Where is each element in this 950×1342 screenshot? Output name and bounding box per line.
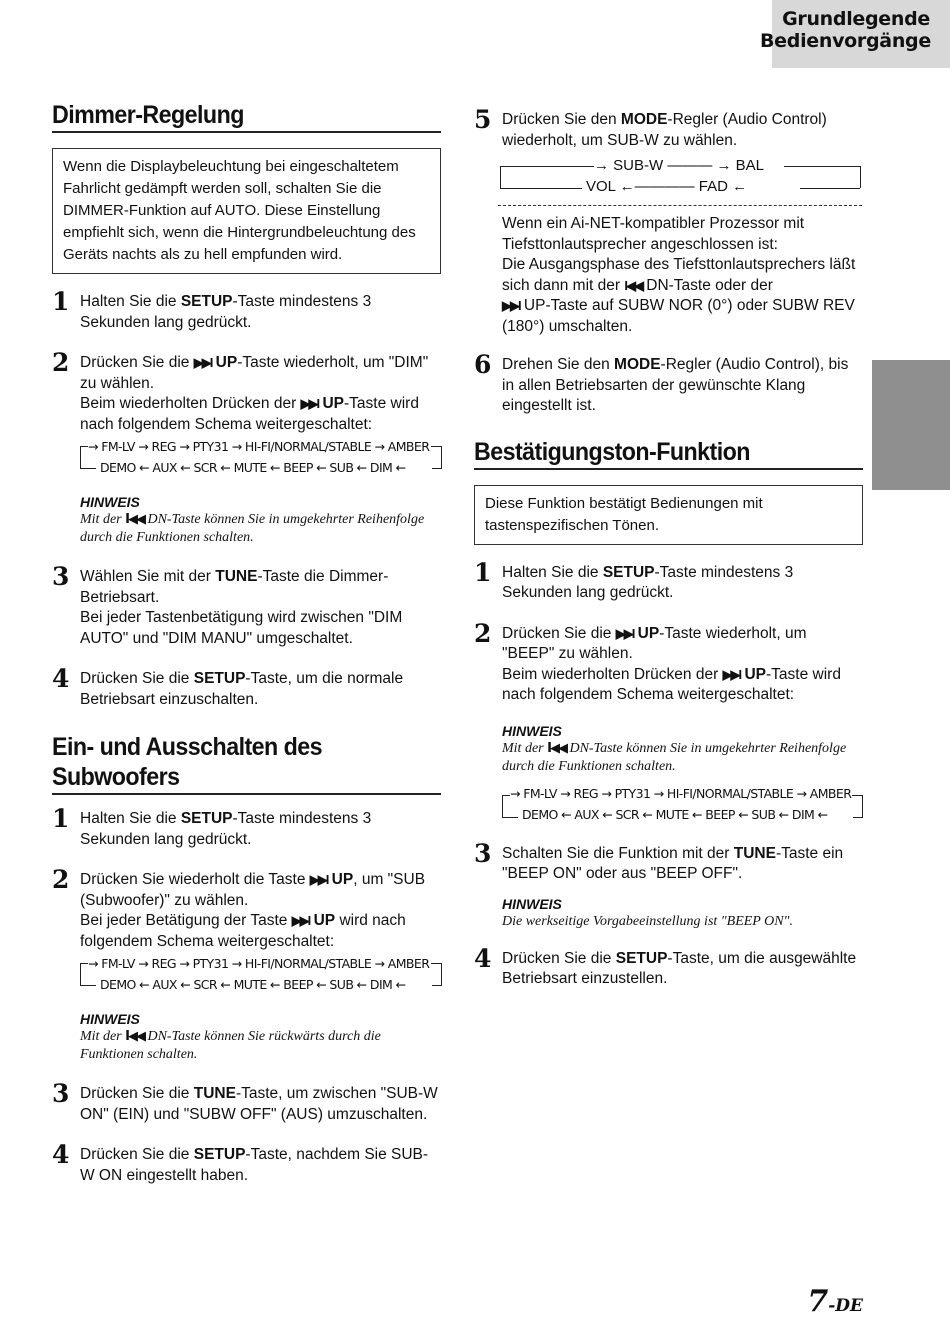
- sub-step-6: 6 Drehen Sie den MODE-Regler (Audio Control), bis in allen Betriebsarten der gewünschte Klang eingestellt ist.: [474, 350, 849, 414]
- beep-intro-box: Diese Funktion bestätigt Bedienungen mit tastenspezifischen Tönen.: [474, 485, 863, 545]
- next-track-icon: ▶▶I: [291, 913, 310, 928]
- beep-step-2: 2 Drücken Sie die ▶▶I UP-Taste wiederholt, um "BEEP" zu wählen. Beim wiederholten Drücken der ▶▶I UP-Taste wird nach folgendem Schema weitergeschaltet:: [474, 618, 841, 703]
- next-track-icon: ▶▶I: [502, 298, 520, 313]
- sub-step-5: 5 Drücken Sie den MODE-Regler (Audio Control) wiederholt, um SUB-W zu wählen.: [474, 105, 827, 149]
- subwoofer-heading: Ein- und Ausschalten des Subwoofers: [52, 732, 441, 795]
- right-column: [474, 105, 863, 990]
- dimmer-step-2: 2 Drücken Sie die ▶▶I UP-Taste wiederholt, um "DIM" zu wählen. Beim wiederholten Drücken der ▶▶I UP-Taste wird nach folgendem Schema weitergeschaltet: → FM-LV → REG → PTY31 → HI-FI/NORMAL/STABLE → AMBER DEMO ← AUX ← SCR ← MUTE ← BEEP ← SUB ← DIM ←: [52, 353, 441, 477]
- next-track-icon: ▶▶I: [300, 396, 319, 411]
- ainet-info: Wenn ein Ai-NET-kompatibler Prozessor mit Tiefsttonlautsprecher angeschlossen ist: Die Ausgangsphase des Tiefsttonlautsprechers läßt sich dann mit der I◀◀ DN-Taste oder der ▶▶I UP-Taste auf SUBW NOR (0°) oder SUBW REV (180°) umschalten.: [502, 215, 856, 335]
- sub-step-4: 4 Drücken Sie die SETUP-Taste, nachdem Sie SUB-W ON eingestellt haben.: [52, 1140, 429, 1184]
- dimmer-note: HINWEIS Mit der I◀◀ DN-Taste können Sie in umgekehrter Reihenfolge durch die Funktionen schalten.: [80, 494, 425, 545]
- section-header-title: Grundlegende Bedienvorgänge: [760, 8, 931, 52]
- page-number: 7-DE: [807, 1284, 863, 1319]
- beep-step-4: 4 Drücken Sie die SETUP-Taste, um die ausgewählte Betriebsart einzustellen.: [474, 943, 857, 987]
- dashed-divider: [498, 205, 862, 206]
- next-track-icon: ▶▶I: [193, 355, 212, 370]
- next-track-icon: ▶▶I: [309, 872, 328, 887]
- sub-step-1: 1 Halten Sie die SETUP-Taste mindestens 3 Sekunden lang gedrückt.: [52, 804, 372, 848]
- prev-track-icon: I◀◀: [624, 277, 642, 293]
- beep-step-3: 3 Schalten Sie die Funktion mit der TUNE-Taste ein "BEEP ON" oder aus "BEEP OFF".: [474, 838, 844, 882]
- beep-note-2: HINWEIS Die werkseitige Vorgabeeinstellung ist "BEEP ON".: [502, 895, 793, 929]
- mode-sequence-diagram: → SUB-W ——— → BAL VOL ←———— FAD ←: [500, 157, 860, 197]
- dimmer-intro-box: Wenn die Displaybeleuchtung bei eingeschaltetem Fahrlicht gedämpft werden soll, schalten Sie die DIMMER-Funktion auf AUTO. Diese Einstellung empfiehlt sich, wenn die Hintergrundbeleuchtung des Geräts nachts als zu hell empfunden wird.: [52, 148, 441, 274]
- dimmer-sequence-diagram: → FM-LV → REG → PTY31 → HI-FI/NORMAL/STABLE → AMBER DEMO ← AUX ← SCR ← MUTE ← BEEP ← SUB ← DIM ←: [80, 437, 442, 477]
- dimmer-heading: Dimmer-Regelung: [52, 100, 441, 133]
- sub-step-3: 3 Drücken Sie die TUNE-Taste, um zwischen "SUB-W ON" (EIN) und "SUBW OFF" (AUS) umzuschalten.: [52, 1079, 438, 1123]
- prev-track-icon: I◀◀: [547, 740, 566, 756]
- next-track-icon: ▶▶I: [722, 666, 741, 682]
- beep-sequence-diagram: → FM-LV → REG → PTY31 → HI-FI/NORMAL/STABLE → AMBER DEMO ← AUX ← SCR ← MUTE ← BEEP ← SUB ← DIM ←: [502, 786, 862, 826]
- left-column: [52, 100, 441, 1186]
- dimmer-step-3: 3 Wählen Sie mit der TUNE-Taste die Dimmer-Betriebsart. Bei jeder Tastenbetätigung wird zwischen "DIM AUTO" und "DIM MANU" umgeschaltet.: [52, 562, 403, 647]
- beep-note: HINWEIS Mit der I◀◀ DN-Taste können Sie in umgekehrter Reihenfolge durch die Funktionen schalten.: [502, 722, 847, 774]
- beep-step-1: 1 Halten Sie die SETUP-Taste mindestens 3 Sekunden lang gedrückt.: [474, 557, 794, 601]
- dimmer-step-4: 4 Drücken Sie die SETUP-Taste, um die normale Betriebsart einzuschalten.: [52, 664, 404, 708]
- side-tab-marker: [872, 360, 950, 490]
- prev-track-icon: I◀◀: [125, 1029, 144, 1044]
- sub-step-2: 2 Drücken Sie wiederholt die Taste ▶▶I UP, um "SUB (Subwoofer)" zu wählen. Bei jeder Betätigung der Taste ▶▶I UP wird nach folgendem Schema weitergeschaltet: → FM-LV → REG → PTY31 → HI-FI/NORMAL/STABLE → AMBER DEMO ← AUX ← SCR ← MUTE ← BEEP ← SUB ← DIM ←: [52, 870, 441, 994]
- next-track-icon: ▶▶I: [615, 625, 634, 641]
- beep-heading: Bestätigungston-Funktion: [474, 437, 863, 470]
- sub-sequence-diagram: → FM-LV → REG → PTY31 → HI-FI/NORMAL/STABLE → AMBER DEMO ← AUX ← SCR ← MUTE ← BEEP ← SUB ← DIM ←: [80, 954, 442, 994]
- dimmer-step-1: 1 Halten Sie die SETUP-Taste mindestens 3 Sekunden lang gedrückt.: [52, 287, 372, 331]
- sub-note: HINWEIS Mit der I◀◀ DN-Taste können Sie rückwärts durch die Funktionen schalten.: [80, 1011, 381, 1062]
- prev-track-icon: I◀◀: [125, 512, 144, 527]
